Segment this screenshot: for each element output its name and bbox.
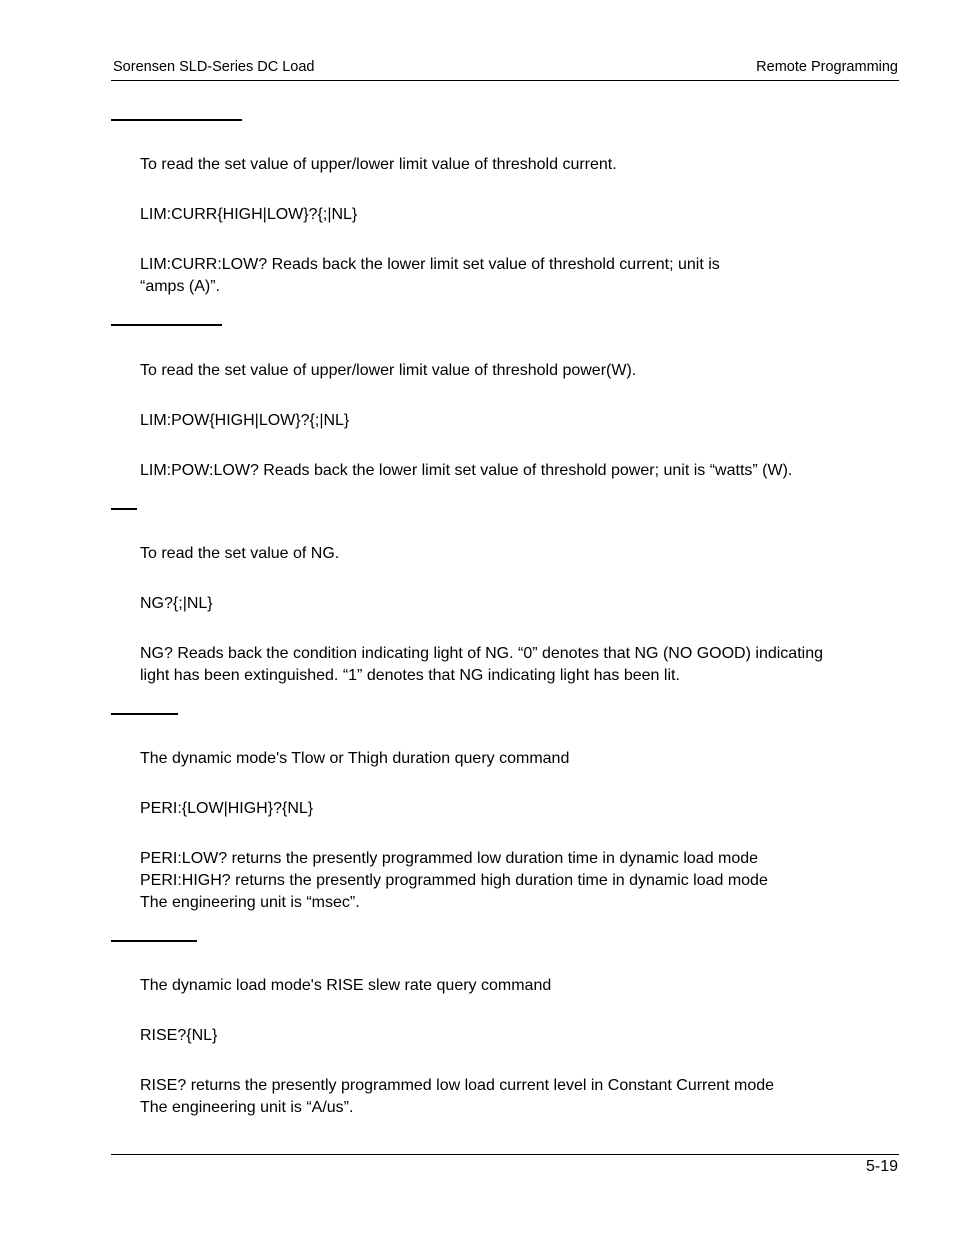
section-heading-rule <box>111 940 197 942</box>
section-example-line: RISE? returns the presently programmed low load current level in Constant Current mode <box>140 1077 775 1094</box>
section-example-line: “amps (A)”. <box>140 278 220 295</box>
page-header <box>111 58 899 81</box>
section-heading-rule <box>111 713 178 715</box>
section-syntax: NG?{;|NL} <box>140 595 213 612</box>
section-example-line: PERI:HIGH? returns the presently programmed high duration time in dynamic load mode <box>140 872 768 889</box>
section-description: To read the set value of upper/lower limit value of threshold current. <box>140 156 617 173</box>
section-example-line: LIM:POW:LOW? Reads back the lower limit set value of threshold power; unit is “watts” (W). <box>140 462 793 479</box>
section-example-line: The engineering unit is “A/us”. <box>140 1099 354 1116</box>
section-description: To read the set value of NG. <box>140 545 340 562</box>
page-number: 5-19 <box>865 1158 898 1175</box>
header-doc-title: Sorensen SLD-Series DC Load <box>113 59 315 75</box>
header-chapter-title: Remote Programming <box>756 59 898 75</box>
footer-rule <box>111 1154 899 1155</box>
section-example-line: NG? Reads back the condition indicating light of NG. “0” denotes that NG (NO GOOD) indicating <box>140 645 823 662</box>
section-example-line: light has been extinguished. “1” denotes that NG indicating light has been lit. <box>140 667 680 684</box>
section-syntax: LIM:POW{HIGH|LOW}?{;|NL} <box>140 412 350 429</box>
section-description: To read the set value of upper/lower limit value of threshold power(W). <box>140 362 637 379</box>
section-syntax: LIM:CURR{HIGH|LOW}?{;|NL} <box>140 206 358 223</box>
section-heading-rule <box>111 119 242 121</box>
section-description: The dynamic load mode's RISE slew rate query command <box>140 977 552 994</box>
section-example-line: The engineering unit is “msec”. <box>140 894 360 911</box>
section-description: The dynamic mode's Tlow or Thigh duration query command <box>140 750 570 767</box>
section-syntax: RISE?{NL} <box>140 1027 218 1044</box>
section-example-line: PERI:LOW? returns the presently programmed low duration time in dynamic load mode <box>140 850 759 867</box>
section-syntax: PERI:{LOW|HIGH}?{NL} <box>140 800 314 817</box>
section-heading-rule <box>111 324 222 326</box>
section-example-line: LIM:CURR:LOW? Reads back the lower limit set value of threshold current; unit is <box>140 256 720 273</box>
section-heading-rule <box>111 508 137 510</box>
